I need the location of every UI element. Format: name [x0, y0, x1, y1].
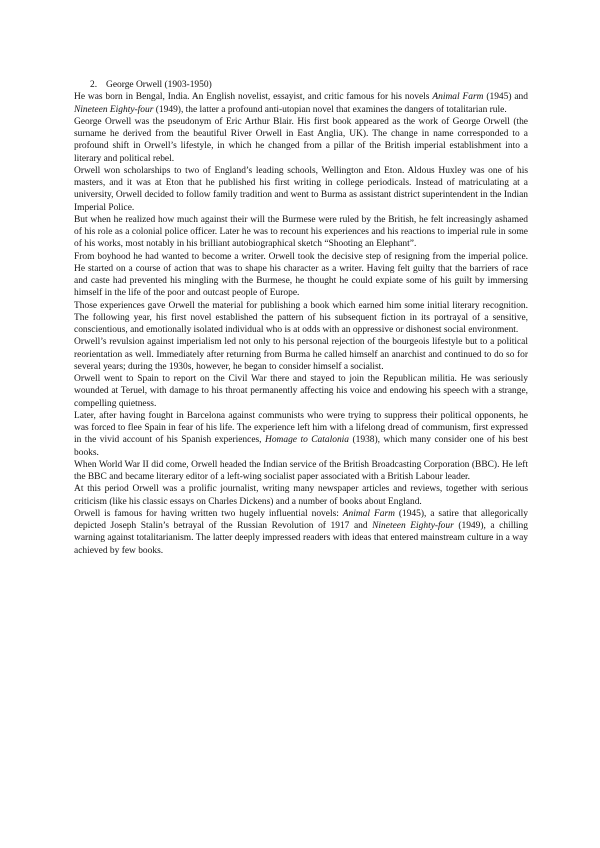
paragraph	[74, 116, 528, 165]
paragraph-list	[74, 91, 528, 557]
book-title: Homage to Catalonia	[265, 435, 350, 446]
section-heading	[74, 79, 528, 91]
paragraph	[74, 410, 528, 459]
paragraph-text: Orwell won scholarships to two of England’s leading schools, Wellington and Eton. Aldous Huxley was one of his masters, and it was at Eton that he published his first writing in college periodicals. Instead of matriculating at a university, Orwell decided to follow family tradition and went to Burma as assistant district superintendent in the Indian Imperial Police.	[74, 165, 528, 213]
paragraph	[74, 373, 528, 410]
paragraph-text: From boyhood he had wanted to become a writer. Orwell took the decisive step of resigning from the imperial police. He started on a course of action that was to shape his character as a writer. Having felt guilty that the barriers of race and caste had prevented his mingling with the Burmese, he thought he could expiate some of his guilt by immersing himself in the life of the poor and outcast people of Europe.	[74, 251, 528, 299]
paragraph-text: Orwell went to Spain to report on the Civil War there and stayed to join the Republican militia. He was seriously wounded at Teruel, with damage to his throat permanently affecting his voice and endowing his speech with a strange, compelling quietness.	[74, 374, 528, 409]
paragraph-text: Orwell’s revulsion against imperialism led not only to his personal rejection of the bourgeois lifestyle but to a political reorientation as well. Immediately after returning from Burma he called himself an anarchist and continued to do so for several years; during the 1930s, however, he began to consider himself a socialist.	[74, 337, 528, 372]
paragraph-text: But when he realized how much against their will the Burmese were ruled by the British, he felt increasingly ashamed of his role as a colonial police officer. Later he was to recount his experiences and his reactions to imperial rule in some of his works, most notably in his brilliant autobiographical sketch “Shooting an Elephant”.	[74, 214, 528, 250]
paragraph-text: He was born in Bengal, India. An English novelist, essayist, and critic famous for his novels	[74, 92, 433, 103]
paragraph-text: George Orwell was the pseudonym of Eric Arthur Blair. His first book appeared as the work of George Orwell (the surname he derived from the beautiful River Orwell in East Anglia, UK). The change in name corresponded to a profound shift in Orwell’s lifestyle, in which he changed from a pillar of the British imperial establishment into a literary and political rebel.	[74, 116, 528, 164]
paragraph	[74, 214, 528, 251]
paragraph-text: At this period Orwell was a prolific journalist, writing many newspaper articles and reviews, together with serious criticism (like his classic essays on Charles Dickens) and a number of books about England.	[74, 484, 528, 507]
paragraph	[74, 483, 528, 508]
paragraph-text: (1949), a chilling warning against totalitarianism. The latter deeply impressed readers with ideas that entered mainstream culture in a way achieved by few books.	[74, 521, 528, 556]
paragraph-text: Orwell is famous for having written two hugely influential novels:	[74, 508, 343, 519]
paragraph	[74, 91, 528, 116]
book-title: Animal Farm	[342, 508, 395, 519]
paragraph-text: When World War II did come, Orwell headed the Indian service of the British Broadcasting Corporation (BBC). He left the BBC and became literary editor of a left-wing socialist paper associated with a British Labour leader.	[74, 459, 528, 482]
section-number: 2.	[90, 80, 98, 90]
section-title: George Orwell (1903-1950)	[106, 80, 212, 90]
paragraph	[74, 251, 528, 300]
paragraph	[74, 300, 528, 337]
paragraph-text: (1949), the latter a profound anti-utopian novel that examines the dangers of totalitarian rule.	[153, 104, 507, 115]
paragraph	[74, 165, 528, 214]
paragraph-text: (1945), a satire that allegorically depicted Joseph Stalin’s betrayal of the Russian Revolution of 1917 and	[74, 508, 528, 531]
book-title: Nineteen Eighty-four	[372, 521, 454, 531]
book-title: Animal Farm	[432, 92, 484, 103]
paragraph-text: Later, after having fought in Barcelona against communists who were trying to suppress their political opponents, he was forced to flee Spain in fear of his life. The experience left him with a lifelong dread of communism, first expressed in the vivid account of his Spanish experiences,	[74, 410, 528, 446]
paragraph-text: Those experiences gave Orwell the material for publishing a book which earned him some initial literary recognition. The following year, his first novel established the pattern of his subsequent fiction in its portrayal of a sensitive, conscientious, and emotionally isolated individual who is at odds with an oppressive or dishonest social environment.	[74, 300, 528, 335]
paragraph-text: (1938), which many consider one of his best books.	[74, 435, 528, 458]
paragraph	[74, 459, 528, 484]
paragraph-text: (1945) and	[483, 92, 528, 103]
book-title: Nineteen Eighty-four	[74, 104, 154, 115]
document-body	[74, 79, 528, 557]
paragraph	[74, 508, 528, 557]
paragraph	[74, 336, 528, 373]
